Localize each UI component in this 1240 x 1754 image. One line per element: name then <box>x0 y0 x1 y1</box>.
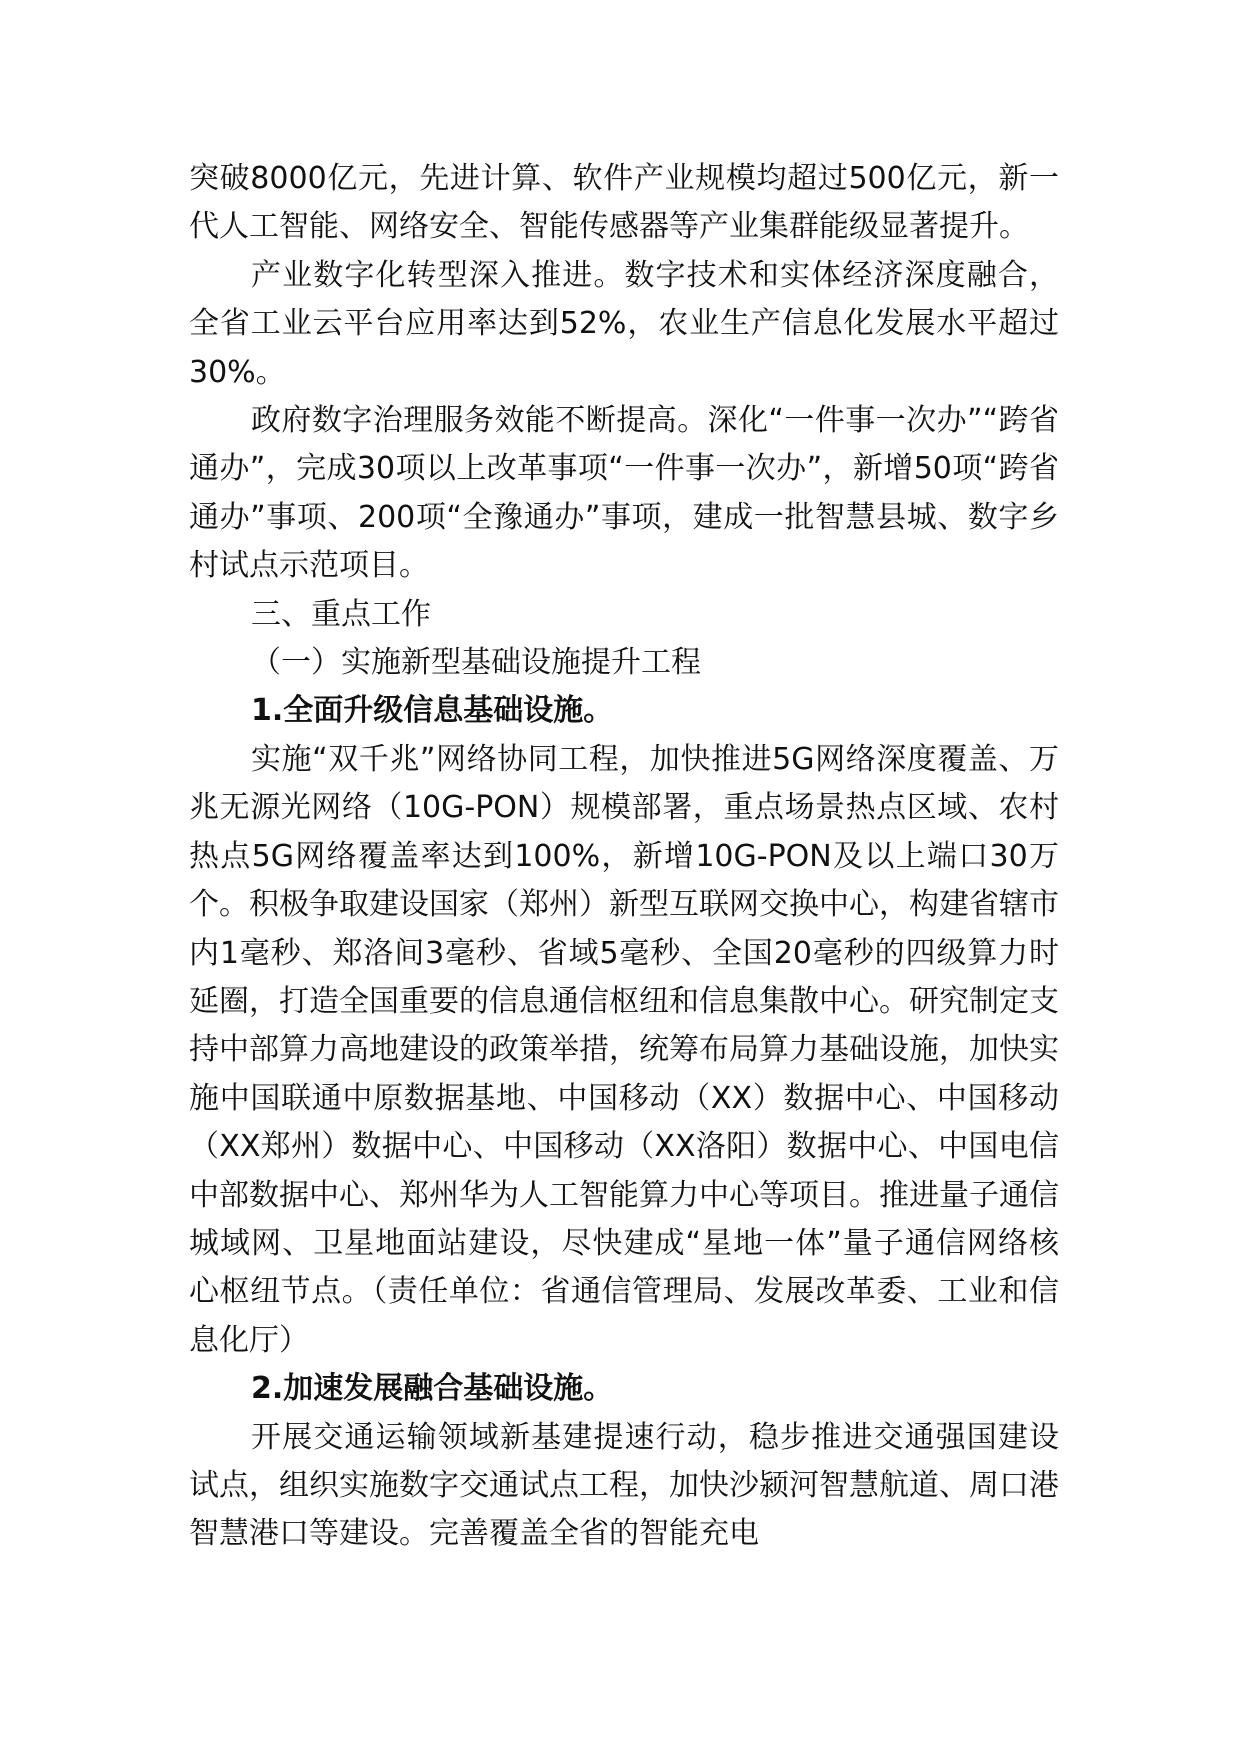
section-heading-key-work: 三、重点工作 <box>251 596 431 632</box>
document-page <box>189 155 1059 1559</box>
paragraph-industrial-digitalization: 产业数字化转型深入推进。数字技术和实体经济深度融合，全省工业云平台应用率达到52%，农业生产信息化发展水平超过30%。 <box>189 257 1059 390</box>
paragraph-government-governance: 政府数字治理服务效能不断提高。深化“一件事一次办”“跨省通办”，完成30项以上改革事项“一件事一次办”，新增50项“跨省通办”事项、200项“全豫通办”事项，建成一批智慧县城、数字乡村试点示范项目。 <box>189 403 1059 584</box>
paragraph-information-infrastructure: 实施“双千兆”网络协同工程，加快推进5G网络深度覆盖、万兆无源光网络（10G-PON）规模部署，重点场景热点区域、农村热点5G网络覆盖率达到100%，新增10G-PON及以上端口30万个。积极争取建设国家（郑州）新型互联网交换中心，构建省辖市内1毫秒、郑洛间3毫秒、省域5毫秒、全国20毫秒的四级算力时延圈，打造全国重要的信息通信枢纽和信息集散中心。研究制定支持中部算力高地建设的政策举措，统筹布局算力基础设施，加快实施中国联通中原数据基地、中国移动（XX）数据中心、中国移动（XX郑州）数据中心、中国移动（XX洛阳）数据中心、中国电信中部数据中心、郑州华为人工智能算力中心等项目。推进量子通信城域网、卫星地面站建设，尽快建成“星地一体”量子通信网络核心枢纽节点。（责任单位：省通信管理局、发展改革委、工业和信息化厅） <box>189 741 1059 1358</box>
paragraph-fusion-infrastructure: 开展交通运输领域新基建提速行动，稳步推进交通强国建设试点，组织实施数字交通试点工程，加快沙颍河智慧航道、周口港智慧港口等建设。完善覆盖全省的智能充电 <box>189 1419 1059 1552</box>
subsection-heading-infrastructure: （一）实施新型基础设施提升工程 <box>251 645 701 681</box>
item-heading-fusion-infrastructure: 2.加速发展融合基础设施。 <box>251 1371 614 1407</box>
item-heading-information-infrastructure: 1.全面升级信息基础设施。 <box>251 693 614 729</box>
paragraph-continuation: 突破8000亿元，先进计算、软件产业规模均超过500亿元，新一代人工智能、网络安全、智能传感器等产业集群能级显著提升。 <box>189 161 1059 245</box>
